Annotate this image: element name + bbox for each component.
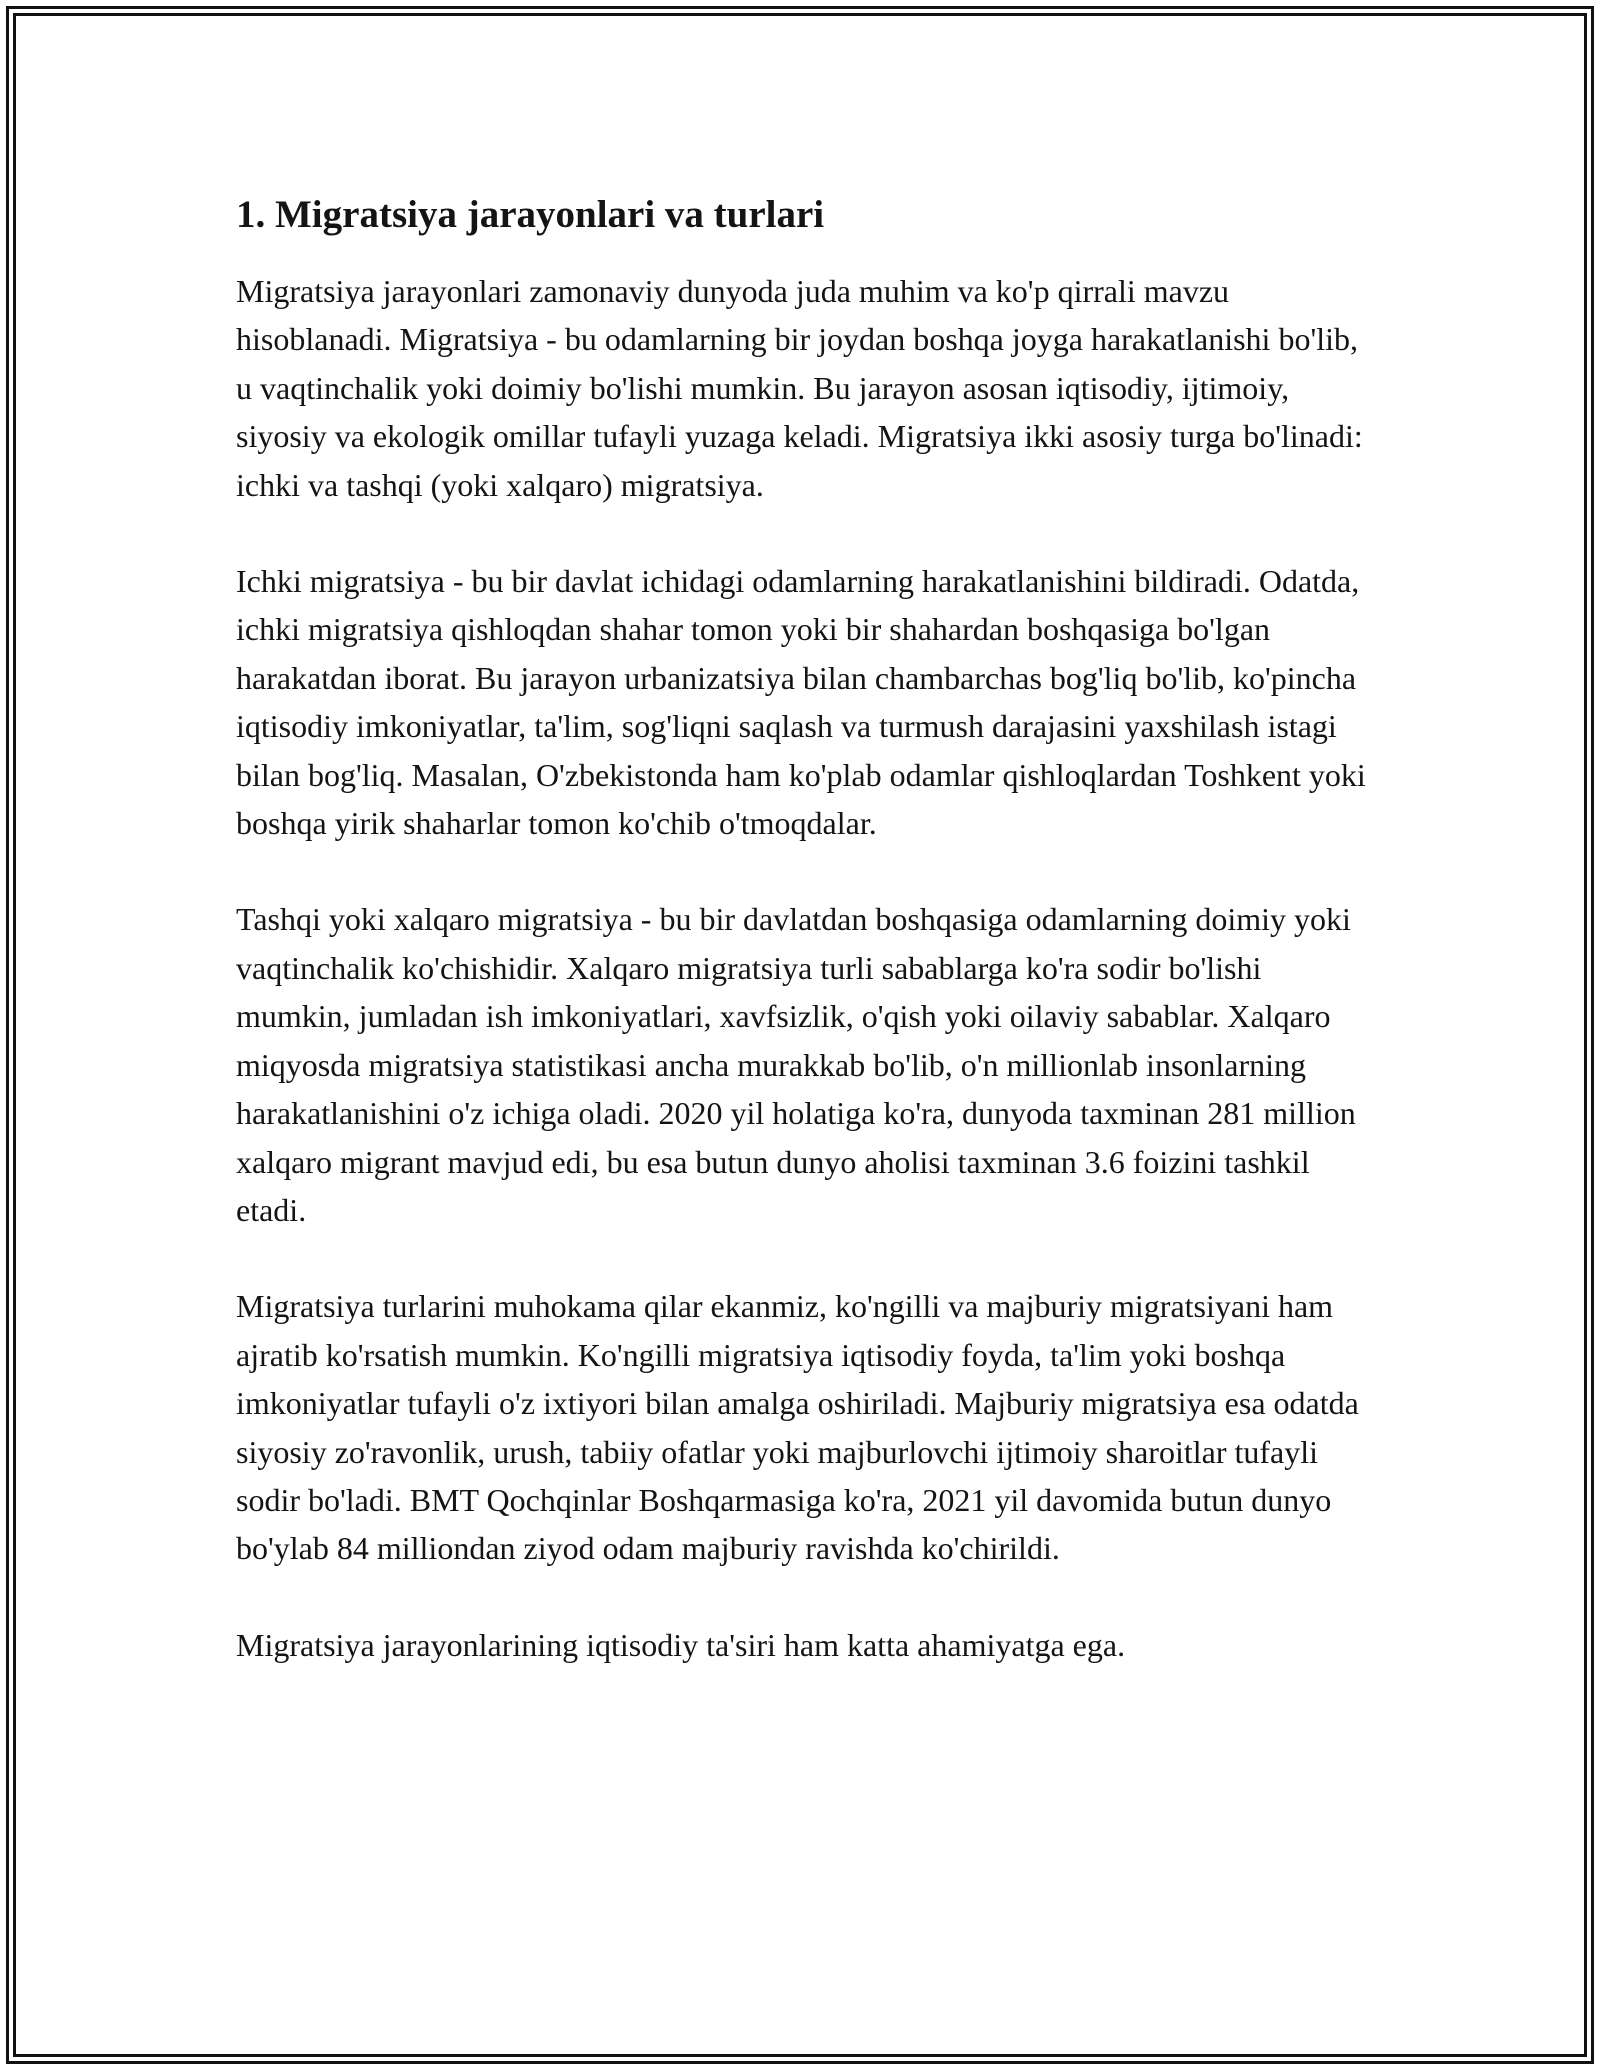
paragraph-economic-impact: Migratsiya jarayonlarining iqtisodiy ta'siri ham katta ahamiyatga ega. xyxy=(236,1626,1126,1663)
paragraph-migration-overview: Migratsiya jarayonlari zamonaviy dunyoda juda muhim va ko'p qirrali mavzu hisoblanadi. Migratsiya - bu odamlarning bir joydan boshqa joyga harakatlanishi bo'lib, u vaqtinchalik yoki doimiy bo'lishi mumkin. Bu jarayon asosan iqtisodiy, ijtimoiy, siyosiy va ekologik omillar tufayli yuzaga keladi. Migratsiya ikki asosiy turga bo'linadi: ichki va tashqi (yoki xalqaro) migratsiya. xyxy=(236,273,1363,503)
paragraph-voluntary-forced-migration: Migratsiya turlarini muhokama qilar ekanmiz, ko'ngilli va majburiy migratsiyani ham ajratib ko'rsatish mumkin. Ko'ngilli migratsiya iqtisodiy foyda, ta'lim yoki boshqa imkoniyatlar tufayli o'z ixtiyori bilan amalga oshiriladi. Majburiy migratsiya esa odatda siyosiy zo'ravonlik, urush, tabiiy ofatlar yoki majburlovchi ijtimoiy sharoitlar tufayli sodir bo'ladi. BMT Qochqinlar Boshqarmasiga ko'ra, 2021 yil davomida butun dunyo bo'ylab 84 milliondan ziyod odam majburiy ravishda ko'chirildi. xyxy=(236,1288,1359,1567)
paragraph-international-migration: Tashqi yoki xalqaro migratsiya - bu bir davlatdan boshqasiga odamlarning doimiy yoki vaqtinchalik ko'chishidir. Xalqaro migratsiya turli sabablarga ko'ra sodir bo'lishi mumkin, jumladan ish imkoniyatlari, xavfsizlik, o'qish yoki oilaviy sabablar. Xalqaro miqyosda migratsiya statistikasi ancha murakkab bo'lib, o'n millionlab insonlarning harakatlanishini o'z ichiga oladi. 2020 yil holatiga ko'ra, dunyoda taxminan 281 million xalqaro migrant mavjud edi, bu esa butun dunyo aholisi taxminan 3.6 foizini tashkil etadi. xyxy=(236,901,1356,1228)
paragraph-internal-migration: Ichki migratsiya - bu bir davlat ichidagi odamlarning harakatlanishini bildiradi. Odatda, ichki migratsiya qishloqdan shahar tomon yoki bir shahardan boshqasiga bo'lgan harakatdan iborat. Bu jarayon urbanizatsiya bilan chambarchas bog'liq bo'lib, ko'pincha iqtisodiy imkoniyatlar, ta'lim, sog'liqni saqlash va turmush darajasini yaxshilash istagi bilan bog'liq. Masalan, O'zbekistonda ham ko'plab odamlar qishloqlardan Toshkent yoki boshqa yirik shaharlar tomon ko'chib o'tmoqdalar. xyxy=(236,563,1366,842)
document-body xyxy=(236,190,1376,1717)
section-heading: 1. Migratsiya jarayonlari va turlari xyxy=(236,193,825,236)
